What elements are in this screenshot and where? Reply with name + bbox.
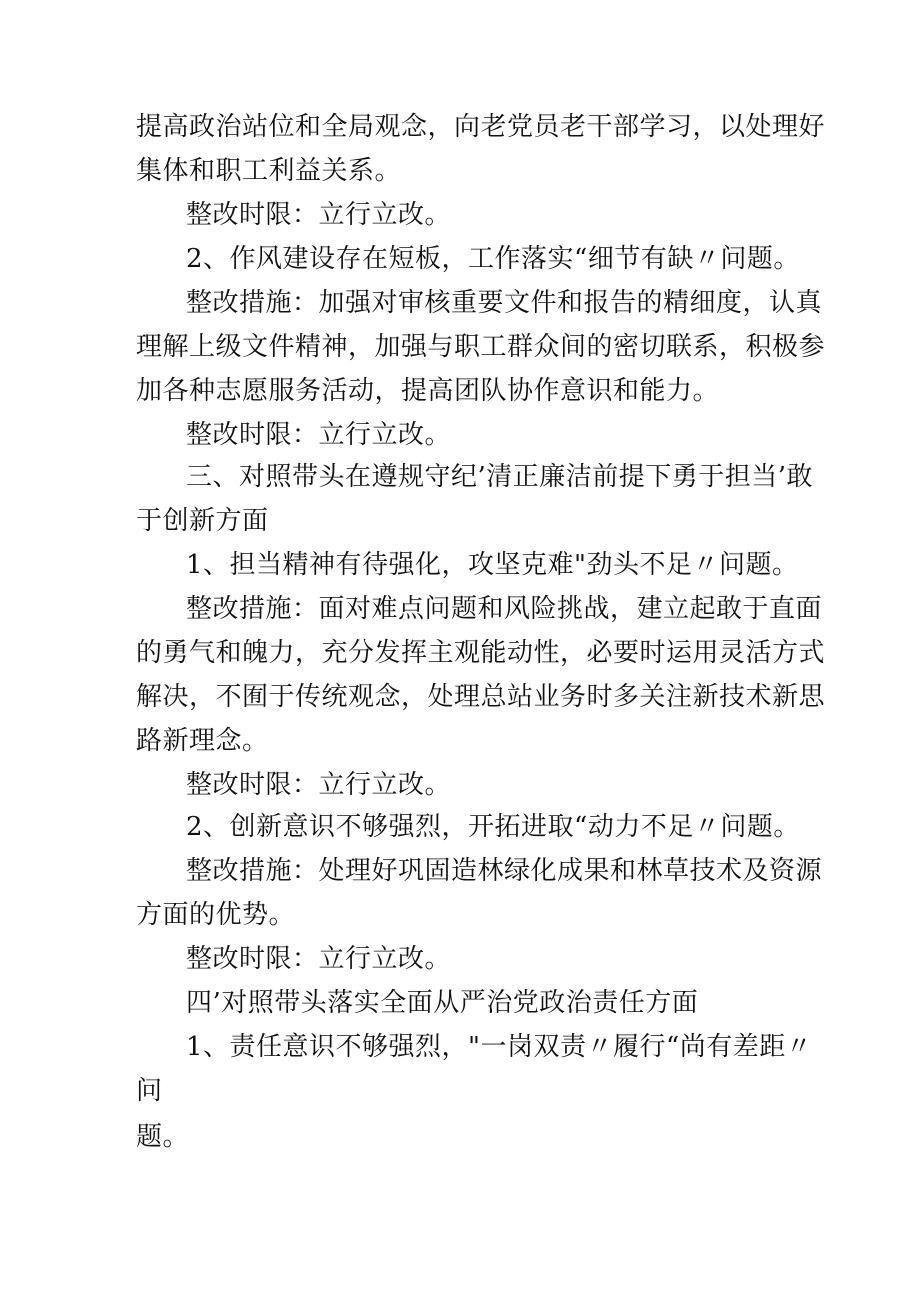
text-line: 题。: [136, 1122, 190, 1152]
text-line: 提高政治站位和全局观念，向老党员老干部学习，以处理好: [136, 112, 826, 142]
text-line: 加各种志愿服务活动，提高团队协作意识和能力。: [136, 376, 720, 406]
text-line: 整改措施：面对难点问题和风险挑战，建立起敢于直面: [186, 594, 823, 624]
text-line: 整改时限：立行立改。: [186, 200, 452, 230]
text-line: 解决，不囿于传统观念，处理总站业务时多关注新技术新思: [136, 682, 826, 712]
text-line: 1、担当精神有待强化，攻坚克难"劲头不足〃问题。: [186, 550, 799, 580]
section-heading-cont: 于创新方面: [136, 506, 269, 536]
text-line: 路新理念。: [136, 726, 269, 756]
text-line: 2、创新意识不够强烈，开拓进取“动力不足〃问题。: [186, 812, 800, 842]
text-line: 整改时限：立行立改。: [186, 420, 452, 450]
text-line: 整改措施：加强对审核重要文件和报告的精细度，认真: [186, 288, 823, 318]
text-line: 2、作风建设存在短板，工作落实“细节有缺〃问题。: [186, 244, 800, 274]
text-line: 理解上级文件精神，加强与职工群众间的密切联系，积极参: [136, 332, 826, 362]
text-line: 集体和职工利益关系。: [136, 156, 402, 186]
text-line: 整改时限：立行立改。: [186, 944, 452, 974]
text-line: 的勇气和魄力，充分发挥主观能动性，必要时运用灵活方式: [136, 638, 826, 668]
text-line: 1、责任意识不够强烈，"一岗双责〃履行“尚有差距〃: [186, 1032, 813, 1062]
text-line: 方面的优势。: [136, 900, 296, 930]
section-heading: 四’对照带头落实全面从严治党政治责任方面: [186, 988, 699, 1018]
text-line: 问: [136, 1076, 163, 1106]
section-heading: 三、对照带头在遵规守纪’清正廉洁前提下勇于担当’敢: [186, 462, 814, 492]
text-line: 整改时限：立行立改。: [186, 770, 452, 800]
text-line: 整改措施：处理好巩固造林绿化成果和林草技术及资源: [186, 856, 823, 886]
